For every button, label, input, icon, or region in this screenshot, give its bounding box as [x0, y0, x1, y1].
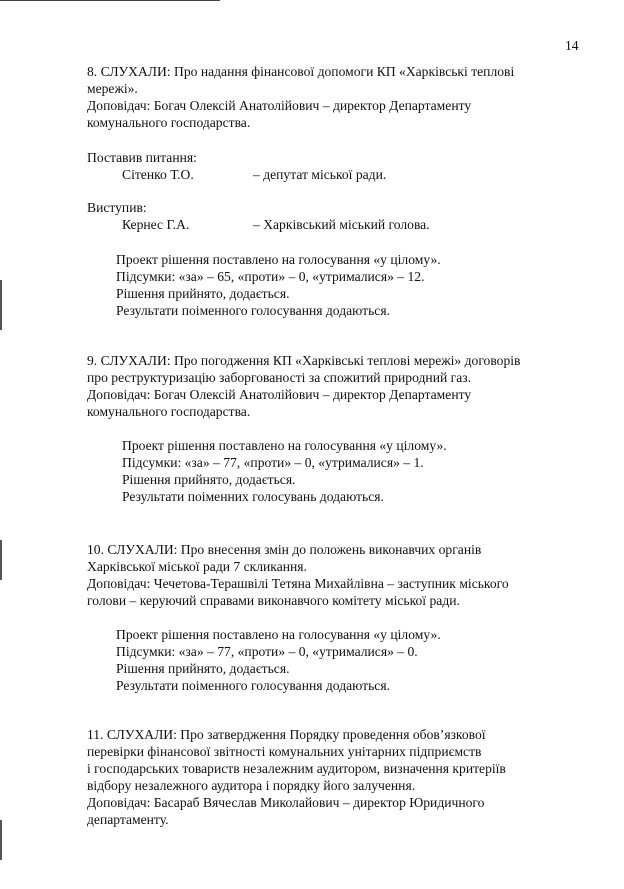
item-9-heard: 9. СЛУХАЛИ: Про погодження КП «Харківські теплові мережі» договорів: [87, 353, 521, 368]
item-10-reporter-cont: голови – керуючий справами виконавчого комітету міської ради.: [87, 593, 460, 608]
item-11-heard: 11. СЛУХАЛИ: Про затвердження Порядку проведення обов’язкової: [87, 727, 486, 742]
vote-8-line-1: Проект рішення поставлено на голосування «у цілому».: [116, 252, 441, 267]
vote-9-line-2: Підсумки: «за» – 77, «проти» – 0, «утрималися» – 1.: [122, 455, 424, 470]
item-8-heard: [87, 63, 579, 80]
item-9-reporter: Доповідач: Богач Олексій Анатолійович – директор Департаменту: [87, 387, 472, 402]
top-scan-line: [0, 0, 220, 1]
item-8-heard-text: 8. СЛУХАЛИ: Про надання фінансової допомоги КП «Харківські теплові: [87, 64, 515, 79]
left-margin-mark: [0, 540, 2, 580]
left-margin-mark: [0, 280, 2, 330]
item-8-heard-cont: мережі».: [87, 81, 138, 96]
vote-10-line-1: Проект рішення поставлено на голосування «у цілому».: [116, 627, 441, 642]
vote-8-line-4: Результати поіменного голосування додаються.: [116, 303, 390, 318]
item-10-heard: 10. СЛУХАЛИ: Про внесення змін до положень виконавчих органів: [87, 542, 482, 557]
vote-10-line-3: Рішення прийнято, додається.: [116, 661, 290, 676]
item-10-reporter: Доповідач: Чечетова-Терашвілі Тетяна Михайлівна – заступник міського: [87, 576, 509, 591]
vote-8-line-2: Підсумки: «за» – 65, «проти» – 0, «утрималися» – 12.: [116, 269, 425, 284]
item-8-reporter: Доповідач: Богач Олексій Анатолійович – директор Департаменту: [87, 98, 472, 113]
question-name: Сітенко Т.О.: [122, 167, 194, 182]
speech-name: Кернес Г.А.: [122, 217, 190, 232]
vote-9-line-1: Проект рішення поставлено на голосування «у цілому».: [122, 438, 447, 453]
vote-9-line-4: Результати поіменних голосувань додаються.: [122, 489, 384, 504]
item-9-heard-cont: про реструктуризацію заборгованості за спожитий природний газ.: [87, 370, 472, 385]
item-11-heard-2: перевірки фінансової звітності комунальних унітарних підприємств: [87, 744, 482, 759]
speech-label: Виступив:: [87, 200, 147, 215]
item-11-heard-3: і господарських товариств незалежним аудитором, визначення критеріїв: [87, 761, 506, 776]
item-9-reporter-cont: комунального господарства.: [87, 404, 251, 419]
left-margin-mark: [0, 820, 2, 860]
vote-10-line-2: Підсумки: «за» – 77, «проти» – 0, «утрималися» – 0.: [116, 644, 418, 659]
item-11-heard-4: відбору незалежного аудитора і порядку його залучення.: [87, 778, 416, 793]
item-10-heard-cont: Харківської міської ради 7 скликання.: [87, 559, 307, 574]
vote-8-line-3: Рішення прийнято, додається.: [116, 286, 290, 301]
item-8-reporter-cont: комунального господарства.: [87, 115, 251, 130]
vote-10-line-4: Результати поіменного голосування додаються.: [116, 678, 390, 693]
question-label: Поставив питання:: [87, 150, 197, 165]
speech-role: – Харківський міський голова.: [253, 217, 430, 232]
question-role: – депутат міської ради.: [253, 167, 387, 182]
item-11-reporter-cont: департаменту.: [87, 812, 169, 827]
vote-9-line-3: Рішення прийнято, додається.: [122, 472, 296, 487]
item-11-reporter: Доповідач: Басараб Вячеслав Миколайович – директор Юридичного: [87, 795, 485, 810]
page-number: 14: [565, 38, 579, 53]
